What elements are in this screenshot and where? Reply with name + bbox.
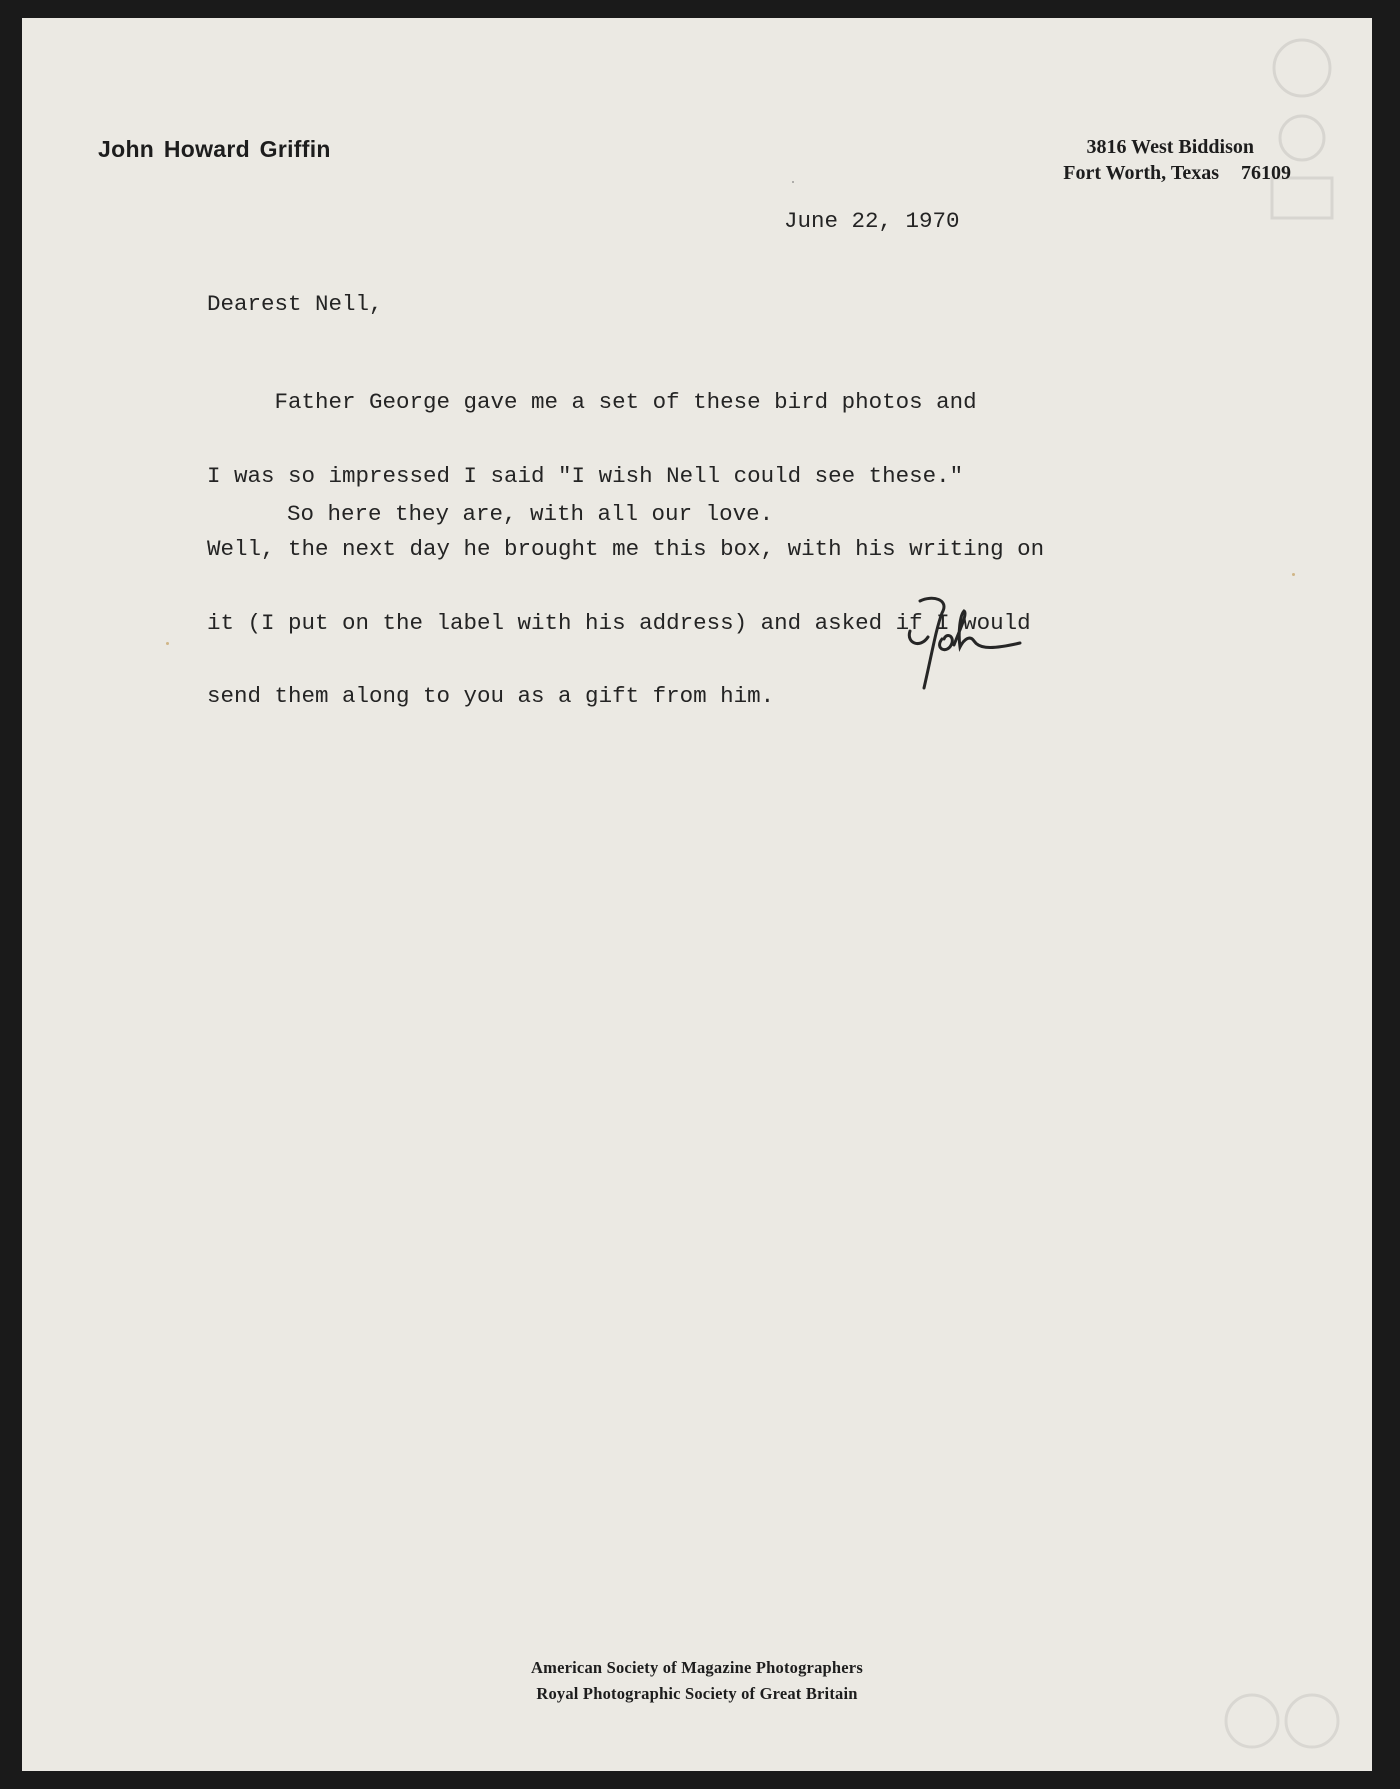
letter-page [22, 18, 1372, 1771]
footer-affiliation-2: Royal Photographic Society of Great Britain [536, 1684, 858, 1703]
paper-speck [1292, 573, 1295, 576]
paragraph-line: it (I put on the label with his address) and asked if I would [207, 609, 1031, 636]
paragraph-line: Father George gave me a set of these bird photos and [207, 389, 977, 415]
paragraph-line: send them along to you as a gift from him. [207, 683, 775, 709]
address-zip: 76109 [1241, 162, 1291, 184]
closing-line: So here they are, with all our love. [287, 501, 774, 527]
letter-date: June 22, 1970 [784, 208, 960, 234]
paper-speck [792, 181, 794, 183]
address-street: 3816 West Biddison [1086, 136, 1254, 158]
address-city-line [1063, 160, 1291, 186]
paragraph-line: Well, the next day he brought me this box, with his writing on [207, 536, 1045, 562]
letterhead-name: John Howard Griffin [98, 136, 331, 162]
footer-affiliation-1: American Society of Magazine Photographers [531, 1658, 863, 1677]
paper-speck [166, 642, 169, 645]
signature [902, 593, 1042, 713]
salutation: Dearest Nell, [207, 291, 383, 317]
paragraph-line: I was so impressed I said "I wish Nell could see these." [207, 462, 964, 489]
letterhead-address [1063, 134, 1291, 186]
address-city: Fort Worth, Texas [1063, 162, 1219, 184]
